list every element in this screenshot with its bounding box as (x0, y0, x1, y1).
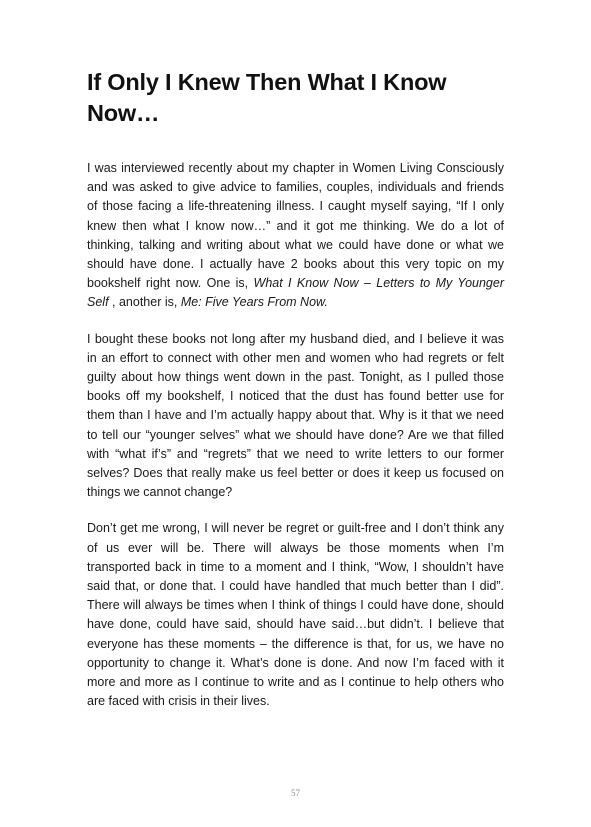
paragraph-1-text: I was interviewed recently about my chapter in Women Living Consciously and was asked to give advice to families, couples, individuals and friends of those facing a life-threatening illness. I caught myself saying, “If I only knew then what I know now…” and it got me thinking. We do a lot of thinking, talking and writing about what we could have done or what we should have done. I actually have 2 books about this very topic on my bookshelf right now. One is, (87, 161, 504, 291)
chapter-title: If Only I Knew Then What I Know Now… (87, 69, 447, 126)
paragraph-1 (87, 159, 504, 313)
book-title-2: Me: Five Years From Now. (180, 295, 328, 310)
paragraph-1-connector: , another is, (108, 295, 181, 310)
book-title-1: What I Know Now – Letters to My Younger Self (87, 276, 504, 310)
paragraph-2: I bought these books not long after my husband died, and I believe it was in an effort to connect with other men and women who had regrets or felt guilty about how things went down in the past. Tonight, as I pulled those books off my bookshelf, I noticed that the dust has found better use for them than I have and I’m actually happy about that. Why is it that we need to tell our “younger selves” what we should have done? Are we that filled with “what if’s” and “regrets” that we need to write letters to our former selves? Does that really make us feel better or does it keep us focused on things we cannot change? (87, 331, 504, 500)
page-number: 57 (291, 788, 300, 798)
paragraph-3: Don’t get me wrong, I will never be regret or guilt-free and I don’t think any of us ever will be. There will always be those moments when I’m transported back in time to a moment and I think, “Wow, I shouldn’t have said that, or done that. I could have handled that much better than I did”. There will always be times when I think of things I could have done, should have done, could have said, should have said…but didn’t. I believe that everyone has these moments – the difference is that, for us, we have no opportunity to change it. What’s done is done. And now I’m faced with it more and more as I continue to write and as I continue to help others who are faced with crisis in their lives. (87, 521, 504, 709)
